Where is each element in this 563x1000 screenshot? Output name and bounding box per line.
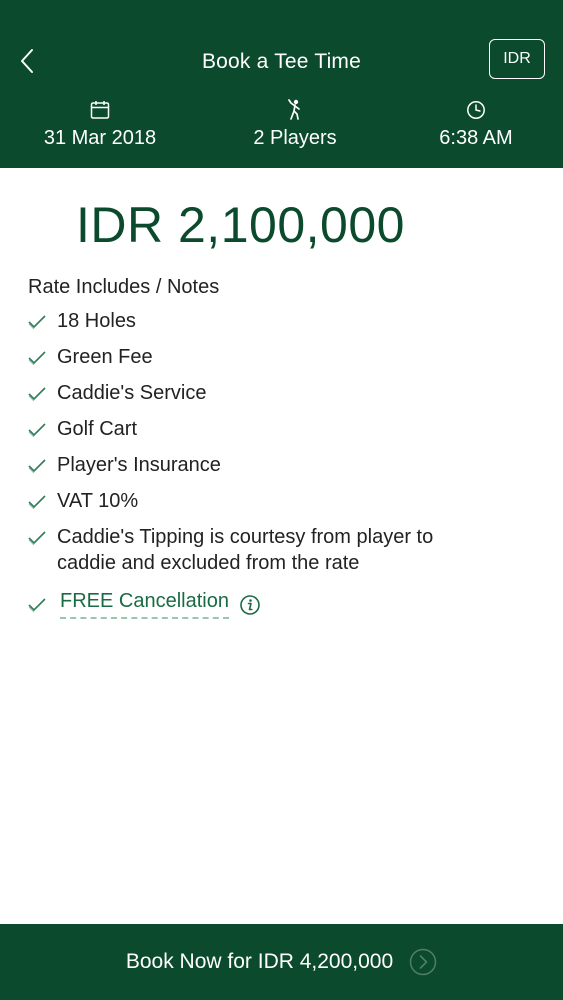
check-icon bbox=[26, 455, 48, 477]
list-item-text: Caddie's Service bbox=[57, 382, 207, 404]
list-item bbox=[26, 419, 546, 442]
booking-date[interactable] bbox=[40, 99, 160, 150]
cancellation-row bbox=[26, 590, 261, 619]
page-title: Book a Tee Time bbox=[201, 50, 362, 73]
list-item-text: Player's Insurance bbox=[57, 454, 221, 476]
list-item bbox=[26, 527, 546, 576]
check-icon bbox=[26, 594, 48, 616]
list-item bbox=[26, 491, 546, 514]
list-item bbox=[26, 347, 546, 370]
clock-icon bbox=[466, 100, 486, 120]
list-item-text: Golf Cart bbox=[57, 418, 138, 440]
check-icon bbox=[26, 527, 48, 549]
info-icon[interactable] bbox=[239, 594, 261, 616]
booking-time[interactable] bbox=[428, 99, 524, 150]
list-item-text: Caddie's Tipping is courtesy from player to caddie and excluded from the rate bbox=[57, 526, 434, 574]
free-cancellation-link[interactable]: FREE Cancellation bbox=[60, 590, 229, 619]
list-item bbox=[26, 455, 546, 478]
check-icon bbox=[26, 419, 48, 441]
list-item-text: 18 Holes bbox=[57, 310, 136, 332]
list-item bbox=[26, 383, 546, 406]
list-item-text: VAT 10% bbox=[57, 490, 139, 512]
calendar-icon bbox=[90, 100, 110, 120]
booking-players[interactable] bbox=[245, 99, 345, 150]
golfer-icon bbox=[286, 99, 304, 121]
list-item-text: Green Fee bbox=[57, 346, 153, 368]
app-header bbox=[0, 0, 563, 168]
book-now-label: Book Now for IDR 4,200,000 bbox=[125, 950, 394, 973]
check-icon bbox=[26, 311, 48, 333]
booking-time-value: 6:38 AM bbox=[439, 127, 513, 149]
list-item bbox=[26, 311, 546, 334]
rate-notes-list bbox=[26, 311, 546, 589]
check-icon bbox=[26, 383, 48, 405]
booking-players-value: 2 Players bbox=[253, 127, 337, 149]
rate-price: IDR 2,100,000 bbox=[76, 197, 405, 253]
book-now-button[interactable] bbox=[0, 924, 563, 1000]
chevron-right-circle-icon bbox=[409, 948, 437, 976]
check-icon bbox=[26, 347, 48, 369]
rate-notes-title: Rate Includes / Notes bbox=[28, 276, 220, 298]
check-icon bbox=[26, 491, 48, 513]
currency-button[interactable]: IDR bbox=[489, 39, 545, 79]
booking-date-value: 31 Mar 2018 bbox=[43, 127, 157, 149]
